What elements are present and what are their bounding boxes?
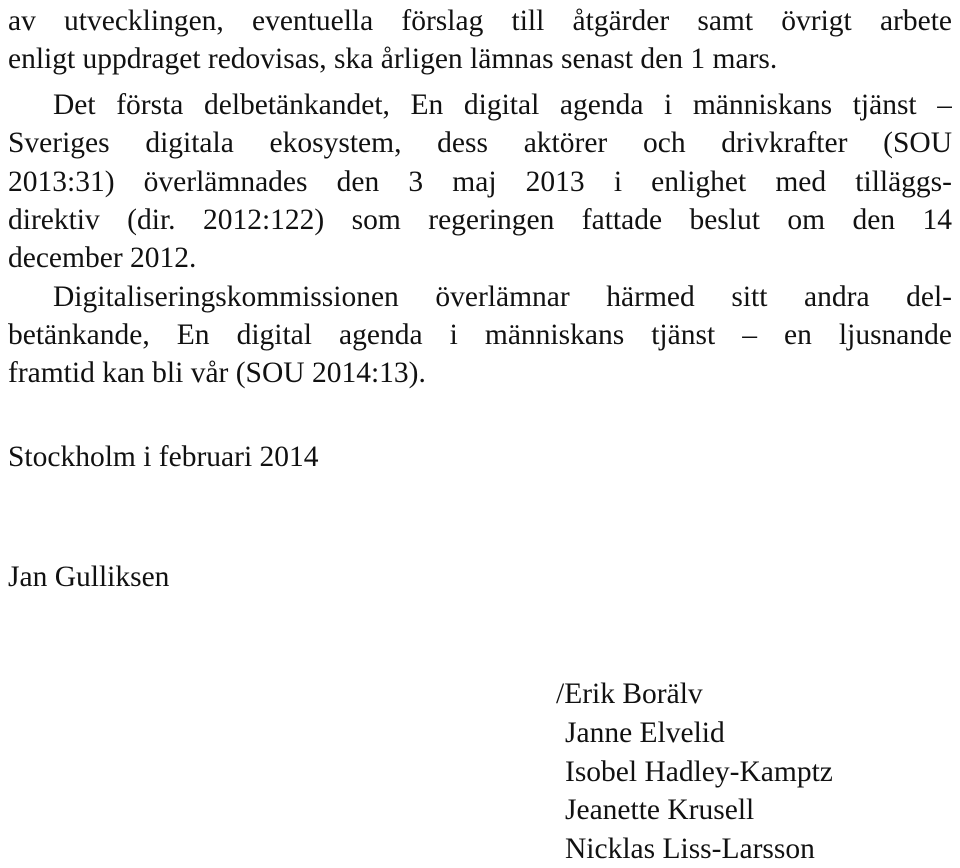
signature-member: Jeanette Krusell [565,794,755,826]
signature-chair: Jan Gulliksen [8,561,170,593]
signature-member: Janne Elvelid [565,717,725,749]
paragraph-1-line-1: av utvecklingen, eventuella förslag till åtgärder samt övrigt arbete [8,5,952,37]
signature-member: /Erik Borälv [556,678,703,710]
paragraph-2-line-2: Sveriges digitala ekosystem, dess aktörer och drivkrafter (SOU [8,127,952,159]
paragraph-3-line-1: Digitaliseringskommissionen överlämnar härmed sitt andra del- [53,281,952,313]
signature-member: Isobel Hadley-Kamptz [565,756,833,788]
paragraph-1-line-2: enligt uppdraget redovisas, ska årligen lämnas senast den 1 mars. [8,43,778,75]
paragraph-2-line-3: 2013:31) överlämnades den 3 maj 2013 i enlighet med tilläggs- [8,166,952,198]
signature-member: Nicklas Liss-Larsson [565,833,815,865]
paragraph-2-line-1: Det första delbetänkandet, En digital agenda i människans tjänst – [53,89,952,121]
paragraph-3-line-3: framtid kan bli vår (SOU 2014:13). [8,357,426,389]
paragraph-2-line-4: direktiv (dir. 2012:122) som regeringen fattade beslut om den 14 [8,204,952,236]
paragraph-3-line-2: betänkande, En digital agenda i människans tjänst – en ljusnande [8,319,952,351]
place-date: Stockholm i februari 2014 [8,441,319,473]
paragraph-2-line-5: december 2012. [8,242,197,274]
